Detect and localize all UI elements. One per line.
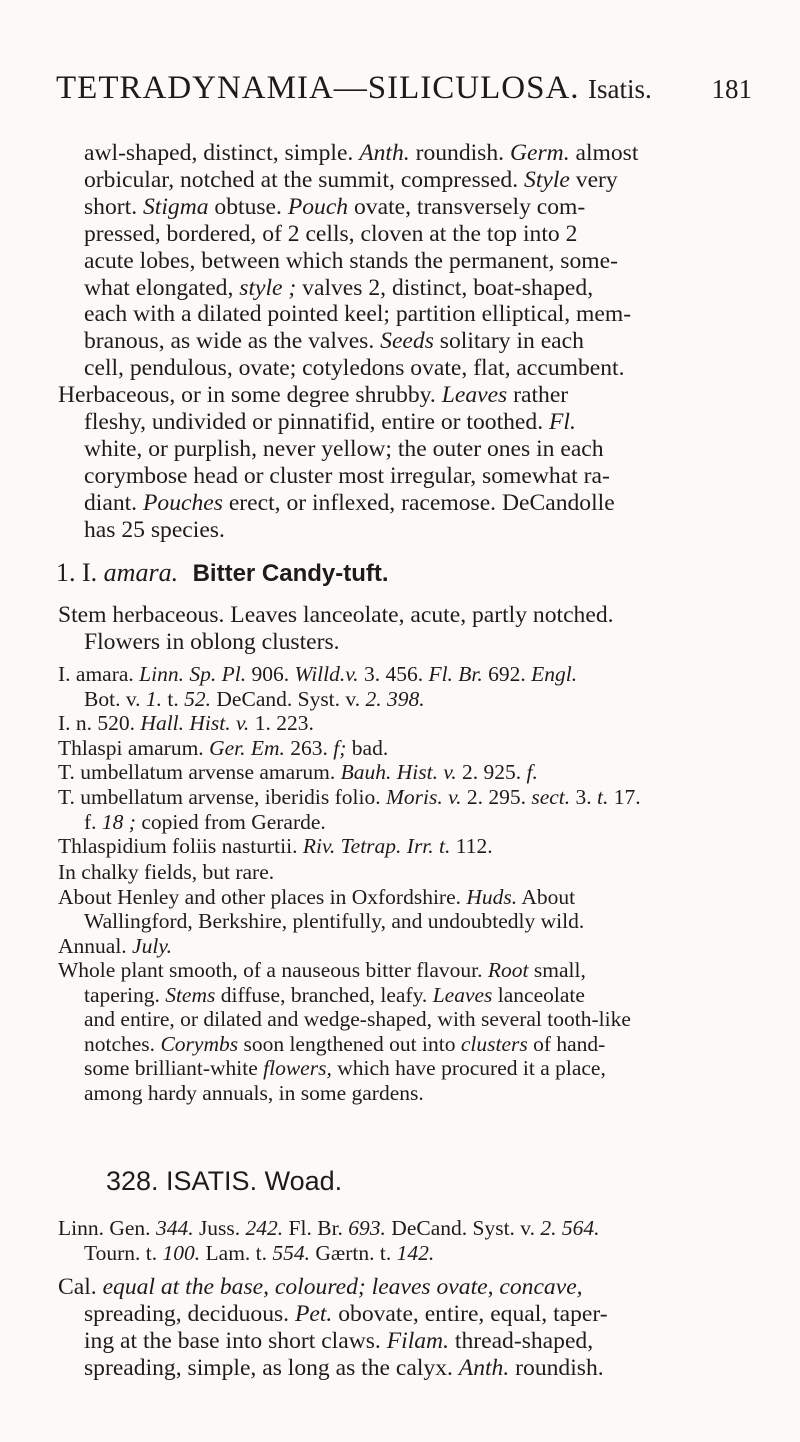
- synonym-text: copied from Gerarde.: [141, 809, 326, 834]
- synonym-text: 906.: [246, 662, 295, 686]
- description-text: small,: [528, 958, 586, 982]
- description-text: among hardy annuals, in some gardens.: [84, 1081, 424, 1105]
- genus-ref-line: [84, 1241, 434, 1266]
- description-line: [84, 1007, 631, 1032]
- species-genus: I.: [82, 558, 98, 587]
- genus-desc-text: spreading, simple, as long as the calyx.: [84, 1354, 459, 1381]
- body-line: [84, 221, 577, 248]
- synonym-text: 52.: [178, 686, 217, 711]
- body-text: Germ.: [509, 140, 570, 166]
- body-line: [84, 140, 638, 167]
- habitat-text: Wallingford, Berkshire, plentifully, and undoubtedly wild.: [84, 909, 585, 934]
- page-number: 181: [711, 74, 752, 104]
- body-line: [84, 248, 618, 275]
- habitat-text: July.: [132, 933, 173, 958]
- description-text: soon lengthened out into: [238, 1031, 461, 1056]
- description-line: [84, 1081, 424, 1106]
- synonym-text: 18 ;: [96, 809, 142, 834]
- description-text: Root: [487, 958, 529, 982]
- body-line: [84, 328, 584, 355]
- body-line: [84, 517, 225, 544]
- synonym-text: T. umbellatum arvense, iberidis folio.: [58, 785, 386, 809]
- synonym-text: 1. 223.: [249, 711, 314, 736]
- synonym-text: Bauh. Hist. v.: [340, 760, 457, 785]
- body-text: pressed, bordered, of 2 cells, cloven at the top into 2: [84, 220, 578, 247]
- synonym-text: Ger. Em.: [209, 735, 285, 760]
- body-text: corymbose head or cluster most irregular, somewhat ra-: [84, 462, 610, 489]
- synonym-text: Fl. Br.: [428, 662, 483, 686]
- body-text: Fl.: [549, 409, 576, 435]
- description-line: [58, 958, 586, 983]
- synonym-text: 263.: [284, 735, 334, 760]
- body-text: Pouch: [287, 193, 349, 220]
- synonym-line: [58, 785, 641, 810]
- genus-ref-text: Juss.: [198, 1216, 241, 1240]
- genus-desc-text: Filam.: [386, 1327, 449, 1354]
- body-line: [84, 301, 631, 328]
- body-line: [84, 194, 585, 221]
- body-text: short.: [84, 193, 143, 220]
- description-text: Stems: [165, 982, 216, 1007]
- description-text: some brilliant-white: [84, 1056, 264, 1081]
- description-text: of hand-: [527, 1031, 606, 1056]
- synonym-text: Hall. Hist. v.: [140, 711, 250, 736]
- habitat-text: About: [517, 884, 576, 909]
- synonym-line: [58, 711, 314, 736]
- description-text: and entire, or dilated and wedge-shaped, with several tooth-like: [84, 1007, 631, 1032]
- body-text: cell, pendulous, ovate; cotyledons ovate, flat, accumbent.: [84, 355, 625, 382]
- synonym-line: [84, 810, 326, 835]
- description-text: which have procured it a place,: [331, 1056, 606, 1081]
- genus-ref-text: 693.: [342, 1216, 392, 1240]
- genus-desc-text: Pet.: [294, 1300, 333, 1327]
- description-text: Whole plant smooth, of a nauseous bitter flavour.: [58, 958, 488, 982]
- genus-desc-text: roundish.: [509, 1354, 604, 1381]
- body-text: awl-shaped, distinct, simple.: [84, 140, 360, 166]
- genus-ref-text: Fl. Br.: [288, 1216, 343, 1240]
- body-line: [84, 355, 625, 382]
- body-text: ovate, transversely com-: [348, 193, 586, 220]
- habitat-text: Huds.: [466, 884, 518, 909]
- genus-ref-text: Gærtn. t.: [315, 1240, 392, 1265]
- genus-desc-line: [84, 1355, 604, 1382]
- synonym-text: f.: [84, 809, 97, 834]
- body-text: fleshy, undivided or pinnatifid, entire or toothed.: [84, 409, 549, 435]
- synonym-text: Thlaspi amarum.: [58, 735, 210, 760]
- body-text: has 25 species.: [84, 516, 225, 543]
- description-text: diffuse, branched, leafy.: [215, 982, 433, 1007]
- body-text: white, or purplish, never yellow; the outer ones in each: [84, 435, 604, 462]
- synonym-text: 17.: [608, 785, 641, 809]
- species-number: 1.: [56, 558, 76, 587]
- body-text: Leaves: [441, 382, 508, 409]
- description-text: notches.: [84, 1031, 161, 1056]
- header-title: TETRADYNAMIA—SILICULOSA.: [56, 70, 580, 106]
- habitat-text: In chalky fields, but rare.: [58, 860, 275, 884]
- synonym-text: Moris. v.: [386, 785, 462, 809]
- body-text: Herbaceous, or in some degree shrubby.: [58, 382, 442, 409]
- synonym-text: 3. 456.: [358, 662, 429, 686]
- habitat-text: About Henley and other places in Oxfordshire.: [58, 884, 467, 909]
- description-line: [84, 1032, 605, 1057]
- genus-desc-line: [84, 1328, 593, 1355]
- description-text: clusters: [460, 1031, 528, 1056]
- genus-ref-text: 344.: [150, 1216, 199, 1240]
- species-heading: [56, 558, 389, 588]
- body-text: almost: [569, 140, 639, 166]
- habitat-line: [84, 909, 584, 934]
- body-text: erect, or inflexed, racemose. DeCandolle: [222, 489, 615, 516]
- genus-desc-text: thread-shaped,: [449, 1327, 594, 1354]
- synonym-text: Thlaspidium foliis nasturtii.: [58, 834, 303, 859]
- running-header: [56, 70, 752, 114]
- body-text: diant.: [84, 489, 143, 516]
- genus-ref-text: 142.: [391, 1240, 435, 1265]
- synonym-text: Engl.: [531, 662, 578, 686]
- synonym-text: 3.: [570, 785, 598, 809]
- body-text: what elongated,: [84, 274, 240, 301]
- genus-ref-line: [58, 1216, 600, 1241]
- synonym-text: Willd.v.: [294, 662, 359, 686]
- synonym-line: [58, 760, 538, 785]
- description-text: Leaves: [432, 982, 493, 1007]
- genus-desc-text: ing at the base into short claws.: [84, 1327, 387, 1354]
- synonym-text: I. n. 520.: [58, 711, 141, 736]
- genus-ref-text: 554.: [267, 1240, 316, 1265]
- synonym-text: T. umbellatum arvense amarum.: [58, 760, 341, 785]
- body-line: [84, 436, 604, 463]
- habitat-line: [58, 860, 274, 885]
- diagnosis-line: Stem herbaceous. Leaves lanceolate, acute, partly notched.: [58, 602, 614, 628]
- synonym-text: I. amara.: [58, 662, 140, 686]
- genus-ref-text: Lam. t.: [205, 1240, 268, 1265]
- body-text: solitary in each: [433, 328, 584, 355]
- synonym-text: Riv. Tetrap. Irr. t.: [302, 834, 451, 859]
- synonym-text: Linn. Sp. Pl.: [139, 662, 247, 686]
- body-text: orbicular, notched at the summit, compressed.: [84, 166, 525, 193]
- genus-heading: 328. ISATIS. Woad.: [106, 1166, 343, 1196]
- genus-desc-text: Anth.: [458, 1354, 510, 1381]
- synonym-text: 2. 925.: [456, 760, 527, 785]
- species-name: amara.: [103, 558, 179, 587]
- genus-ref-text: 242.: [240, 1216, 289, 1240]
- body-line: [58, 382, 568, 409]
- body-line: [84, 275, 593, 302]
- description-text: lanceolate: [492, 982, 585, 1007]
- genus-ref-text: 100.: [157, 1240, 206, 1265]
- body-text: each with a dilated pointed keel; partition elliptical, mem-: [84, 301, 632, 328]
- description-line: [84, 983, 585, 1008]
- genus-ref-text: 2. 564.: [535, 1216, 600, 1240]
- body-text: branous, as wide as the valves.: [84, 328, 381, 355]
- body-text: style ;: [239, 274, 297, 301]
- synonym-line: [58, 834, 493, 859]
- body-text: Anth.: [359, 140, 410, 166]
- synonym-text: DeCand. Syst. v.: [216, 686, 361, 711]
- synonym-text: t.: [597, 785, 609, 809]
- body-text: Pouches: [142, 489, 223, 516]
- synonym-text: f;: [333, 735, 347, 760]
- species-common-name: Bitter Candy-tuft.: [192, 560, 389, 587]
- synonym-text: Bot. v.: [84, 686, 141, 711]
- description-line: [84, 1056, 606, 1081]
- genus-desc-text: obovate, entire, equal, taper-: [332, 1300, 608, 1327]
- diagnosis-line: Flowers in oblong clusters.: [84, 629, 340, 655]
- synonym-text: 2. 398.: [360, 686, 425, 711]
- genus-desc-line: [58, 1274, 583, 1301]
- body-text: acute lobes, between which stands the permanent, some-: [84, 247, 618, 274]
- body-text: very: [569, 166, 618, 193]
- description-text: Corymbs: [160, 1031, 239, 1056]
- synonym-text: 2. 295.: [461, 785, 532, 809]
- genus-desc-text: spreading, deciduous.: [84, 1300, 295, 1327]
- synonym-line: [58, 736, 388, 761]
- habitat-line: [58, 885, 575, 910]
- synonym-line: [58, 662, 577, 687]
- body-text: Seeds: [380, 328, 434, 355]
- body-line: [84, 409, 576, 436]
- genus-ref-text: DeCand. Syst. v.: [391, 1216, 536, 1240]
- synonym-text: 692.: [482, 662, 532, 686]
- synonym-text: sect.: [531, 785, 571, 809]
- synonym-text: t.: [167, 686, 179, 711]
- genus-ref-text: Tourn. t.: [84, 1240, 158, 1265]
- header-genus: Isatis.: [588, 74, 652, 104]
- body-line: [84, 463, 610, 490]
- genus-ref-text: Linn. Gen.: [58, 1216, 151, 1240]
- body-text: obtuse.: [208, 193, 288, 220]
- description-text: flowers,: [263, 1056, 332, 1081]
- synonym-text: 112.: [450, 834, 493, 859]
- body-text: roundish.: [409, 140, 510, 166]
- genus-desc-text: Cal.: [58, 1274, 97, 1300]
- body-text: valves 2, distinct, boat-shaped,: [296, 274, 594, 301]
- body-text: rather: [507, 382, 569, 409]
- synonym-line: [84, 687, 425, 712]
- body-text: Style: [524, 166, 570, 193]
- habitat-line: [58, 934, 172, 959]
- body-line: [84, 167, 618, 194]
- body-text: Stigma: [142, 193, 209, 220]
- synonym-text: 1.: [140, 686, 168, 711]
- synonym-text: f.: [526, 760, 538, 785]
- body-line: [84, 490, 615, 517]
- genus-desc-line: [84, 1301, 608, 1328]
- genus-desc-text: equal at the base, coloured; leaves ovate, concave,: [96, 1274, 583, 1300]
- synonym-text: bad.: [346, 735, 389, 760]
- habitat-text: Annual.: [58, 933, 133, 958]
- description-text: tapering.: [84, 982, 166, 1007]
